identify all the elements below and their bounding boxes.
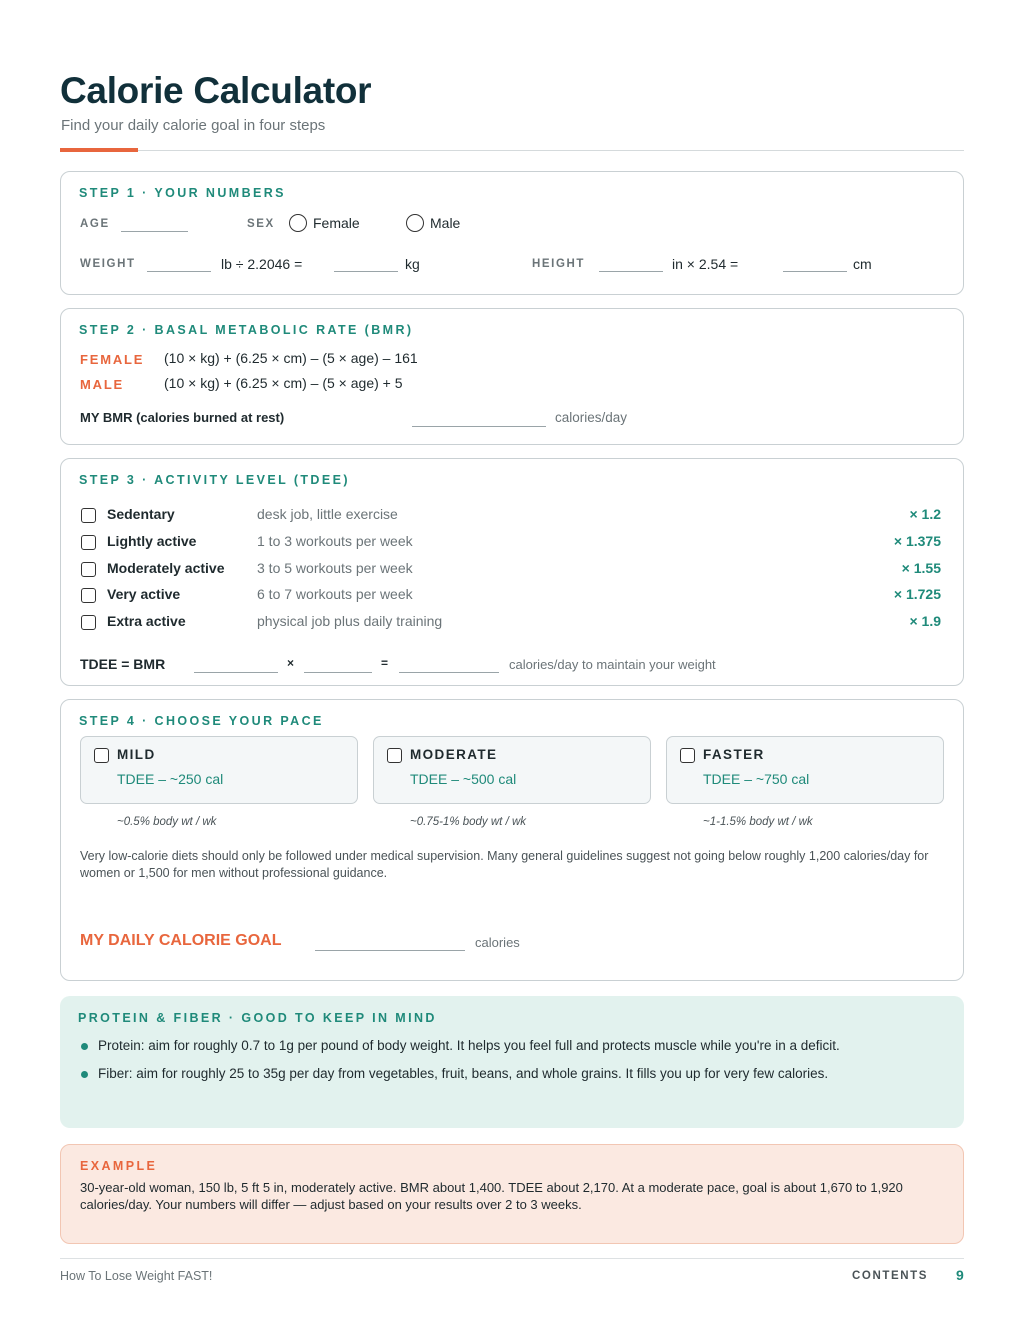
height-label: HEIGHT xyxy=(532,258,586,270)
activity-multiplier: × 1.2 xyxy=(909,506,941,522)
activity-checkbox[interactable] xyxy=(81,508,96,523)
activity-multiplier: × 1.9 xyxy=(909,613,941,629)
activity-name: Lightly active xyxy=(107,533,197,549)
goal-label: MY DAILY CALORIE GOAL xyxy=(80,932,282,949)
pace-checkbox[interactable] xyxy=(94,748,109,763)
weight-kg-field[interactable] xyxy=(334,271,398,272)
activity-desc: 3 to 5 workouts per week xyxy=(257,560,413,576)
pace-title: FASTER xyxy=(703,747,765,762)
goal-unit: calories xyxy=(475,935,520,950)
activity-multiplier: × 1.55 xyxy=(901,560,941,576)
activity-desc: 1 to 3 workouts per week xyxy=(257,533,413,549)
female-bmr-formula: (10 × kg) + (6.25 × cm) – (5 × age) – 161 xyxy=(164,350,418,366)
title-accent-rule xyxy=(60,148,138,152)
age-label: AGE xyxy=(80,218,110,230)
male-label: Male xyxy=(430,215,461,231)
pace-option-mild[interactable] xyxy=(80,736,358,804)
male-bmr-formula: (10 × kg) + (6.25 × cm) – (5 × age) + 5 xyxy=(164,375,403,391)
male-formula-label: MALE xyxy=(80,377,125,392)
pace-note: ~1-1.5% body wt / wk xyxy=(703,816,813,828)
title-divider xyxy=(138,150,964,151)
footer-book-title: How To Lose Weight FAST! xyxy=(60,1269,213,1283)
step1-card xyxy=(60,171,964,295)
activity-multiplier: × 1.375 xyxy=(893,533,941,549)
pace-option-faster[interactable] xyxy=(666,736,944,804)
activity-name: Moderately active xyxy=(107,560,225,576)
pace-option-moderate[interactable] xyxy=(373,736,651,804)
tdee-equals: = xyxy=(381,656,389,670)
medical-warning: Very low-calorie diets should only be followed under medical supervision. Many general guidelines suggest not going below roughly 1,200 calories/day for women or 1,500 for men without professional guidance. xyxy=(80,849,929,880)
activity-desc: desk job, little exercise xyxy=(257,506,398,522)
example-heading: EXAMPLE xyxy=(80,1159,158,1173)
fiber-tip: Fiber: aim for roughly 25 to 35g per day from vegetables, fruit, beans, and whole grains. It fills you up for very few calories. xyxy=(98,1066,829,1081)
step4-card xyxy=(60,699,964,981)
bullet-icon xyxy=(81,1071,88,1078)
page-number: 9 xyxy=(956,1267,964,1283)
activity-name: Very active xyxy=(107,586,181,602)
pace-title: MILD xyxy=(117,747,156,762)
example-panel xyxy=(60,1144,964,1244)
pace-checkbox[interactable] xyxy=(387,748,402,763)
bullet-icon xyxy=(81,1043,88,1050)
step4-heading: STEP 4 · CHOOSE YOUR PACE xyxy=(79,714,324,728)
step2-card xyxy=(60,308,964,445)
weight-lb-field[interactable] xyxy=(147,271,211,272)
step1-heading: STEP 1 · YOUR NUMBERS xyxy=(79,186,286,200)
step3-heading: STEP 3 · ACTIVITY LEVEL (TDEE) xyxy=(79,473,350,487)
contents-link[interactable]: CONTENTS xyxy=(852,1270,929,1282)
protein-fiber-heading: PROTEIN & FIBER · GOOD TO KEEP IN MIND xyxy=(78,1011,437,1025)
protein-fiber-panel xyxy=(60,996,964,1128)
tdee-unit: calories/day to maintain your weight xyxy=(509,657,716,672)
goal-field[interactable] xyxy=(315,950,465,951)
activity-name: Extra active xyxy=(107,613,186,629)
female-label: Female xyxy=(313,215,360,231)
tdee-label: TDEE = BMR xyxy=(80,656,166,672)
activity-checkbox[interactable] xyxy=(81,562,96,577)
sex-label: SEX xyxy=(247,218,275,230)
height-cm-field[interactable] xyxy=(783,271,847,272)
tdee-result-field[interactable] xyxy=(399,672,499,673)
cm-unit: cm xyxy=(853,256,872,272)
pace-checkbox[interactable] xyxy=(680,748,695,763)
kg-unit: kg xyxy=(405,256,420,272)
male-radio[interactable] xyxy=(406,214,424,232)
activity-multiplier: × 1.725 xyxy=(893,586,941,602)
bmr-label: MY BMR (calories burned at rest) xyxy=(80,410,285,425)
weight-formula: lb ÷ 2.2046 = xyxy=(221,256,303,272)
page-title: Calorie Calculator xyxy=(60,70,372,111)
step3-card xyxy=(60,458,964,686)
weight-label: WEIGHT xyxy=(80,258,136,270)
step2-heading: STEP 2 · BASAL METABOLIC RATE (BMR) xyxy=(79,323,414,337)
pace-deficit: TDEE – ~750 cal xyxy=(703,771,810,787)
activity-desc: 6 to 7 workouts per week xyxy=(257,586,413,602)
footer-divider xyxy=(60,1258,964,1259)
pace-deficit: TDEE – ~250 cal xyxy=(117,771,224,787)
female-radio[interactable] xyxy=(289,214,307,232)
tdee-bmr-field[interactable] xyxy=(194,672,278,673)
bmr-unit: calories/day xyxy=(555,410,628,425)
tdee-multiplier-field[interactable] xyxy=(304,672,372,673)
pace-note: ~0.75-1% body wt / wk xyxy=(410,816,527,828)
activity-checkbox[interactable] xyxy=(81,615,96,630)
protein-tip: Protein: aim for roughly 0.7 to 1g per pound of body weight. It helps you feel full and protects muscle while you're in a deficit. xyxy=(98,1038,840,1053)
pace-deficit: TDEE – ~500 cal xyxy=(410,771,517,787)
height-formula: in × 2.54 = xyxy=(672,256,739,272)
activity-checkbox[interactable] xyxy=(81,535,96,550)
tdee-times: × xyxy=(287,656,295,670)
page-subtitle: Find your daily calorie goal in four steps xyxy=(61,117,326,134)
pace-note: ~0.5% body wt / wk xyxy=(117,816,217,828)
pace-title: MODERATE xyxy=(410,747,498,762)
height-in-field[interactable] xyxy=(599,271,663,272)
age-field[interactable] xyxy=(121,231,188,232)
activity-checkbox[interactable] xyxy=(81,588,96,603)
example-text: 30-year-old woman, 150 lb, 5 ft 5 in, moderately active. BMR about 1,400. TDEE about 2,170. At a moderate pace, goal is about 1,670 to 1,920 calories/day. Your numbers will differ — adjust based on your results over 2 to 3 weeks. xyxy=(80,1180,903,1212)
female-formula-label: FEMALE xyxy=(80,352,145,367)
activity-name: Sedentary xyxy=(107,506,175,522)
activity-desc: physical job plus daily training xyxy=(257,613,443,629)
bmr-field[interactable] xyxy=(412,426,546,427)
